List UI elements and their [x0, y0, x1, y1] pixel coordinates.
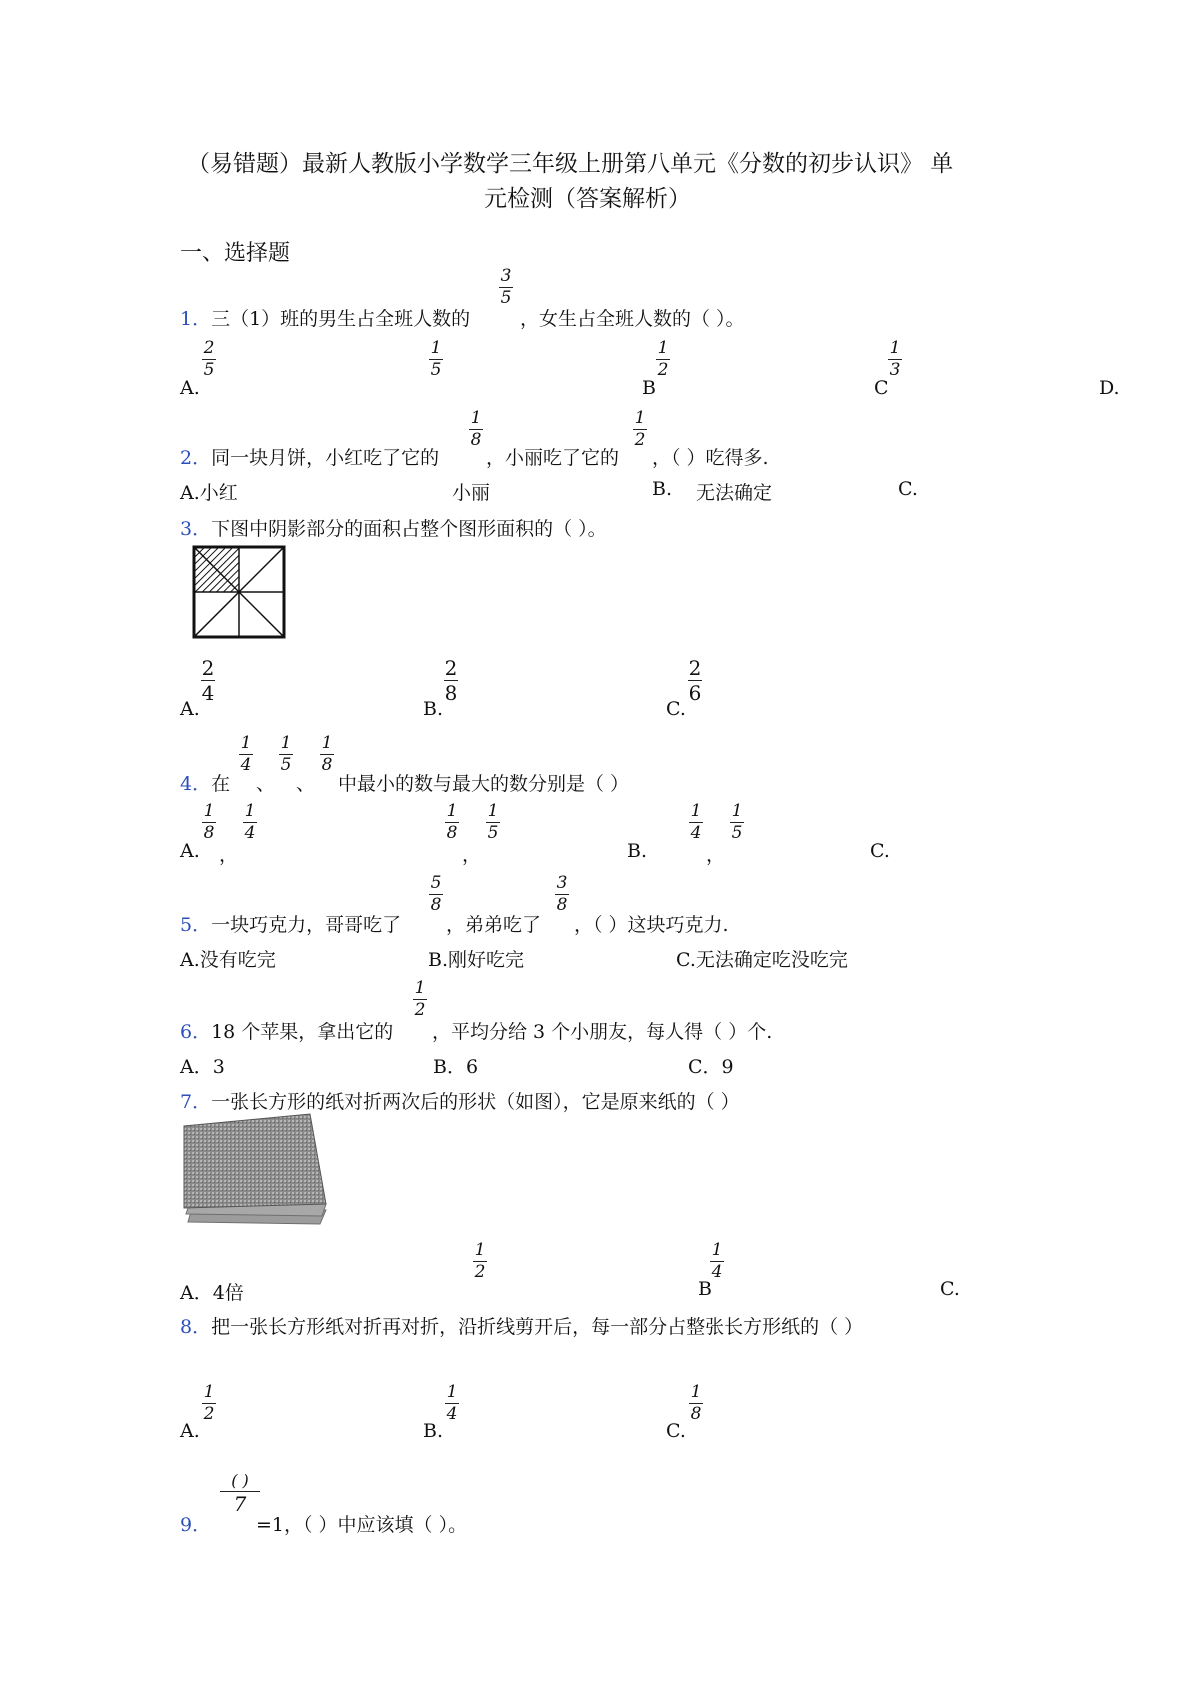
- fraction: ( ) 7: [220, 1473, 260, 1514]
- comma: ，: [219, 844, 239, 866]
- option-c-label[interactable]: C.: [666, 1420, 686, 1442]
- title-line-1: （易错题）最新人教版小学数学三年级上册第八单元《分数的初步认识》 单: [187, 151, 954, 177]
- option-a[interactable]: A．3: [180, 1056, 225, 1078]
- option-c-label[interactable]: C.: [940, 1278, 960, 1300]
- folded-paper-image: [180, 1112, 330, 1228]
- question-text: 同一块月饼，小红吃了它的: [211, 447, 440, 469]
- option-c-fraction: 1 4: [711, 1240, 723, 1282]
- question-number: 2．: [180, 447, 212, 469]
- option-c-marker: C: [874, 377, 889, 399]
- fraction: 3 8: [556, 873, 568, 915]
- option-b-fraction: 1 4: [446, 1382, 458, 1424]
- question-number: 9．: [180, 1514, 212, 1536]
- separator: 、: [296, 773, 316, 795]
- option-c-fraction: 2 6: [688, 656, 702, 705]
- question-number: 3．: [180, 518, 212, 540]
- option-b-label[interactable]: B.: [423, 1420, 444, 1442]
- option-b-fraction-1: 1 8: [446, 801, 458, 843]
- option-b-fraction-2: 1 5: [487, 801, 499, 843]
- option-a-label[interactable]: A.: [180, 698, 200, 720]
- title-line-2: 元检测（答案解析）: [484, 186, 691, 212]
- option-a-fraction: 2 5: [203, 338, 215, 380]
- question-text: 18 个苹果，拿出它的: [211, 1021, 394, 1043]
- option-a-fraction: 1 2: [203, 1382, 215, 1424]
- square-diagram: [192, 545, 286, 639]
- option-a-label[interactable]: A.: [180, 1420, 200, 1442]
- option-a-label[interactable]: A.: [180, 377, 200, 399]
- question-number: 6．: [180, 1021, 212, 1043]
- option-a[interactable]: A．4倍: [180, 1282, 244, 1304]
- option-b[interactable]: B.刚好吃完: [428, 949, 525, 971]
- question-text: ，小丽吃了它的: [486, 447, 620, 469]
- option-a-fraction-2: 1 4: [244, 801, 256, 843]
- fraction: 1 4: [240, 733, 252, 775]
- option-b-label[interactable]: B.: [423, 698, 444, 720]
- fraction: 1 8: [470, 408, 482, 450]
- option-a[interactable]: A.没有吃完: [180, 949, 276, 971]
- option-c-fraction: 1 2: [657, 338, 669, 380]
- option-d-fraction: 1 3: [889, 338, 901, 380]
- question-number: 5．: [180, 914, 212, 936]
- option-a-fraction: 2 4: [201, 656, 215, 705]
- question-text: ，女生占全班人数的（ ）。: [520, 308, 745, 330]
- option-b-fraction: 1 2: [474, 1240, 486, 1282]
- option-c[interactable]: C．9: [688, 1056, 734, 1078]
- fraction: 1 5: [280, 733, 292, 775]
- option-b-marker: B: [698, 1278, 712, 1300]
- option-b[interactable]: B．6: [433, 1056, 479, 1078]
- question-text: 中最小的数与最大的数分别是（ ）: [338, 773, 630, 795]
- question-number: 4．: [180, 773, 212, 795]
- option-c-fraction-1: 1 4: [690, 801, 702, 843]
- question-number: 1．: [180, 308, 212, 330]
- question-text: ，（ ）这块巧克力.: [574, 914, 729, 936]
- option-b-text: 小丽: [452, 482, 491, 504]
- question-number: 8．: [180, 1316, 212, 1338]
- question-text: =1，（ ）中应该填（ ）。: [256, 1514, 468, 1536]
- option-c-text: 无法确定: [696, 482, 773, 504]
- option-c-label[interactable]: C.: [870, 840, 890, 862]
- option-c-label[interactable]: C.: [898, 478, 918, 500]
- fraction: 1 2: [634, 408, 646, 450]
- separator: 、: [256, 773, 276, 795]
- question-text: 把一张长方形纸对折再对折，沿折线剪开后，每一部分占整张长方形纸的（ ）: [211, 1316, 864, 1338]
- option-a[interactable]: A.小红: [180, 482, 238, 504]
- option-c-label[interactable]: C.: [666, 698, 686, 720]
- question-text: ，（ ）吃得多.: [652, 447, 769, 469]
- question-text: 三（1）班的男生占全班人数的: [211, 308, 471, 330]
- option-b-fraction: 1 5: [430, 338, 442, 380]
- question-text: ，弟弟吃了: [446, 914, 542, 936]
- fraction: 3 5: [500, 266, 512, 308]
- fraction: 1 2: [414, 978, 426, 1020]
- fraction: 1 8: [321, 733, 333, 775]
- option-d-label[interactable]: D.: [1099, 377, 1120, 399]
- fraction: 5 8: [430, 873, 442, 915]
- question-text: 一块巧克力，哥哥吃了: [211, 914, 402, 936]
- question-number: 7．: [180, 1091, 212, 1113]
- option-c-fraction-2: 1 5: [731, 801, 743, 843]
- option-a-fraction-1: 1 8: [203, 801, 215, 843]
- comma: ，: [462, 844, 482, 866]
- question-text: 下图中阴影部分的面积占整个图形面积的（ ）。: [211, 518, 607, 540]
- option-a-label[interactable]: A.: [180, 840, 200, 862]
- option-c-fraction: 1 8: [690, 1382, 702, 1424]
- option-c[interactable]: C.无法确定吃没吃完: [676, 949, 848, 971]
- option-b-label[interactable]: B.: [627, 840, 648, 862]
- comma: ，: [706, 844, 726, 866]
- question-text: ，平均分给 3 个小朋友，每人得（ ）个.: [432, 1021, 773, 1043]
- question-text: 在: [211, 773, 231, 795]
- question-text: 一张长方形的纸对折两次后的形状（如图），它是原来纸的（ ）: [211, 1091, 740, 1113]
- option-b-marker: B: [642, 377, 656, 399]
- section-heading: 一、选择题: [180, 241, 291, 266]
- option-b-label[interactable]: B.: [652, 478, 673, 500]
- option-b-fraction: 2 8: [444, 656, 458, 705]
